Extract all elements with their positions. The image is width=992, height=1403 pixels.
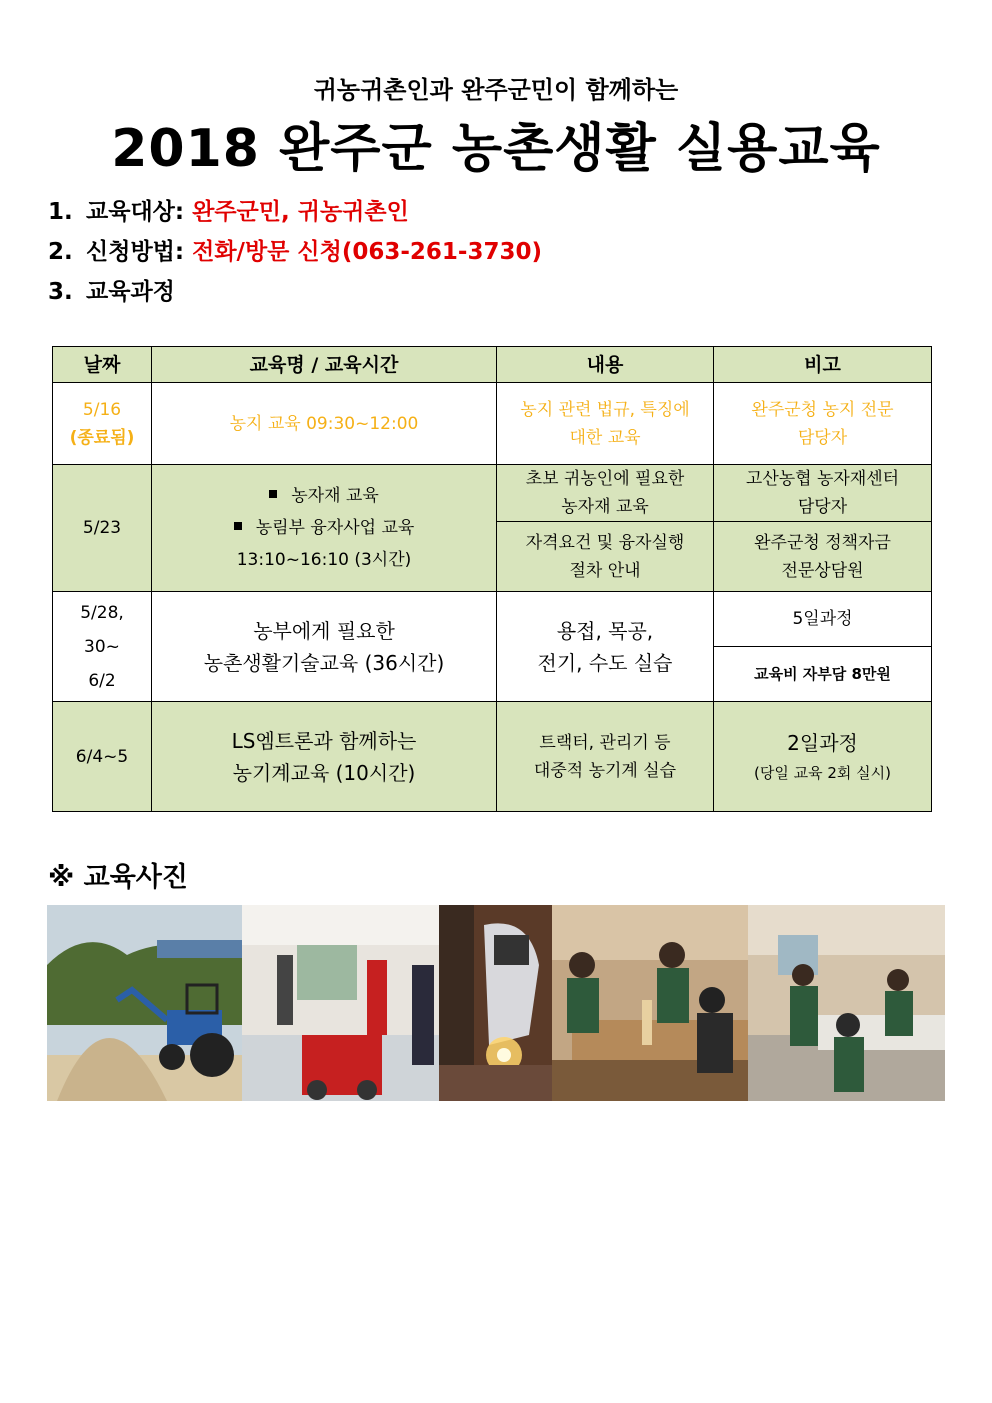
course-name-cell: LS엠트론과 함께하는 농기계교육 (10시간): [152, 702, 497, 812]
note-cell: 2일과정 (당일 교육 2회 실시): [714, 702, 932, 812]
photo-woodwork: [552, 905, 748, 1101]
date-cell: 5/28, 30~ 6/2: [53, 592, 152, 702]
content-cell: 트랙터, 관리기 등 대중적 농기계 실습: [497, 702, 714, 812]
photo-welding: [439, 905, 552, 1101]
photo-class: [748, 905, 945, 1101]
column-header: 비고: [714, 347, 932, 383]
info-label: 신청방법:: [86, 239, 185, 265]
bullet-icon: [234, 522, 242, 530]
table-header-row: [53, 347, 932, 383]
note-cell: 5일과정: [714, 592, 932, 647]
course-name-cell: 농자재 교육 농림부 융자사업 교육 13:10~16:10 (3시간): [152, 465, 497, 592]
column-header: 내용: [497, 347, 714, 383]
photos-heading: ※ 교육사진: [48, 862, 188, 893]
date-cell: 5/16 (종료됨): [53, 383, 152, 465]
page-title: 2018 완주군 농촌생활 실용교육: [111, 119, 881, 179]
table-row: [53, 465, 932, 522]
info-label: 교육대상:: [86, 199, 185, 225]
info-value: 완주군민, 귀농귀촌인: [192, 199, 409, 225]
info-label: 교육과정: [86, 279, 175, 305]
info-item-target: 1. 교육대상: 완주군민, 귀농귀촌인: [48, 199, 409, 225]
info-item-course: 3. 교육과정: [48, 279, 175, 305]
content-cell: 용접, 목공, 전기, 수도 실습: [497, 592, 714, 702]
info-value: 전화/방문 신청(063-261-3730): [192, 239, 542, 265]
column-header: 날짜: [53, 347, 152, 383]
info-item-apply: 2. 신청방법: 전화/방문 신청(063-261-3730): [48, 239, 542, 265]
photo-workshop: [242, 905, 439, 1101]
subtitle: 귀농귀촌인과 완주군민이 함께하는: [313, 76, 679, 104]
content-cell: 초보 귀농인에 필요한 농자재 교육: [497, 465, 714, 522]
table-row: [53, 383, 932, 465]
photo-tractor: [47, 905, 242, 1101]
note-cell: 완주군청 농지 전문 담당자: [714, 383, 932, 465]
table-row: [53, 702, 932, 812]
content-cell: 자격요건 및 융자실행 절차 안내: [497, 522, 714, 592]
bullet-icon: [269, 490, 277, 498]
status-badge: (종료됨): [69, 427, 135, 448]
photo-strip: [47, 905, 945, 1101]
course-name-cell: 농지 교육 09:30~12:00: [152, 383, 497, 465]
note-cell: 교육비 자부담 8만원: [714, 647, 932, 702]
note-cell: 고산농협 농자재센터 담당자: [714, 465, 932, 522]
date-cell: 5/23: [53, 465, 152, 592]
schedule-table: [52, 346, 932, 812]
course-name-cell: 농부에게 필요한 농촌생활기술교육 (36시간): [152, 592, 497, 702]
note-cell: 완주군청 정책자금 전문상담원: [714, 522, 932, 592]
table-row: [53, 592, 932, 647]
column-header: 교육명 / 교육시간: [152, 347, 497, 383]
info-list: [48, 192, 542, 312]
content-cell: 농지 관련 법규, 특징에 대한 교육: [497, 383, 714, 465]
date-cell: 6/4~5: [53, 702, 152, 812]
